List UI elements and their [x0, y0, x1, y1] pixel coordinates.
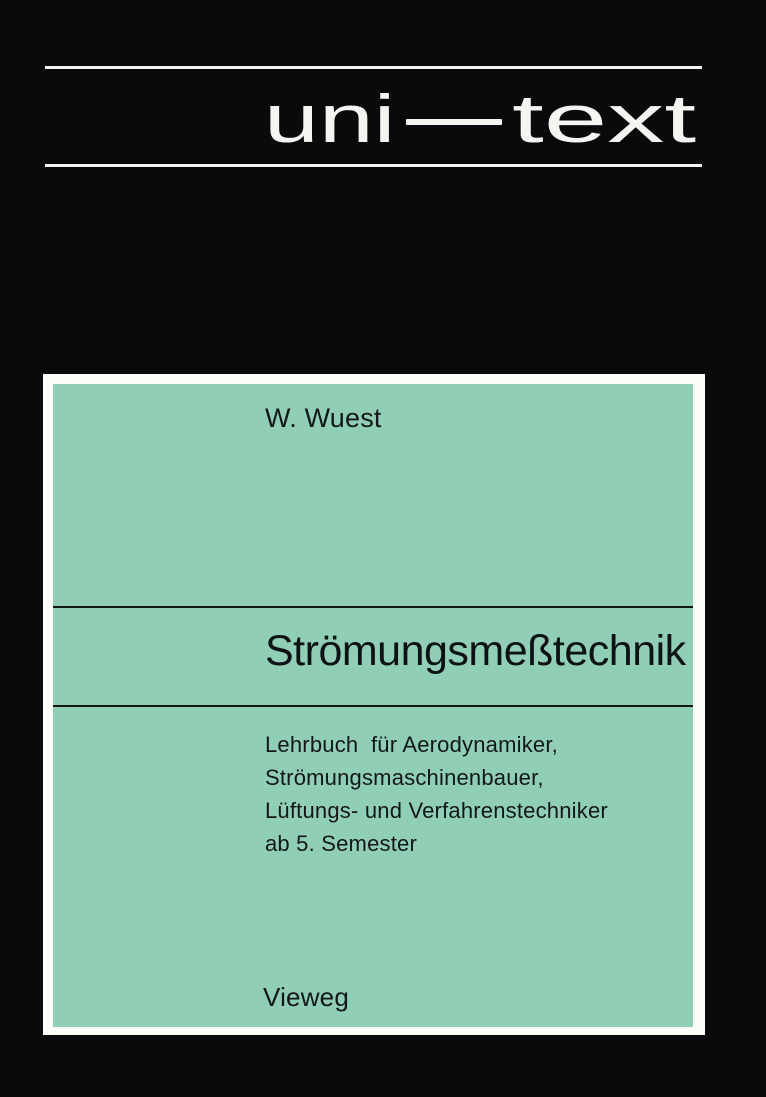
publisher-name: Vieweg [263, 982, 350, 1012]
series-logo-dash-icon [406, 119, 502, 125]
cover-panel [53, 384, 693, 1027]
subtitle-line: ab 5. Semester [265, 831, 417, 856]
subtitle-line: Lehrbuch für Aerodynamiker, [265, 732, 558, 757]
cover-panel-frame [43, 374, 705, 1035]
series-rule-bottom [45, 164, 702, 167]
subtitle-line: Strömungsmaschinenbauer, [265, 765, 544, 790]
series-logo-text: text [512, 81, 697, 157]
series-logo-uni: uni [264, 81, 396, 157]
author-name: W. Wuest [265, 403, 382, 433]
book-title: Strömungsmeßtechnik [265, 627, 686, 675]
title-rule-bottom [53, 705, 693, 707]
subtitle-line: Lüftungs- und Verfahrenstechniker [265, 798, 608, 823]
series-rule-top [45, 66, 702, 69]
title-rule-top [53, 606, 693, 608]
book-subtitle [265, 728, 608, 860]
